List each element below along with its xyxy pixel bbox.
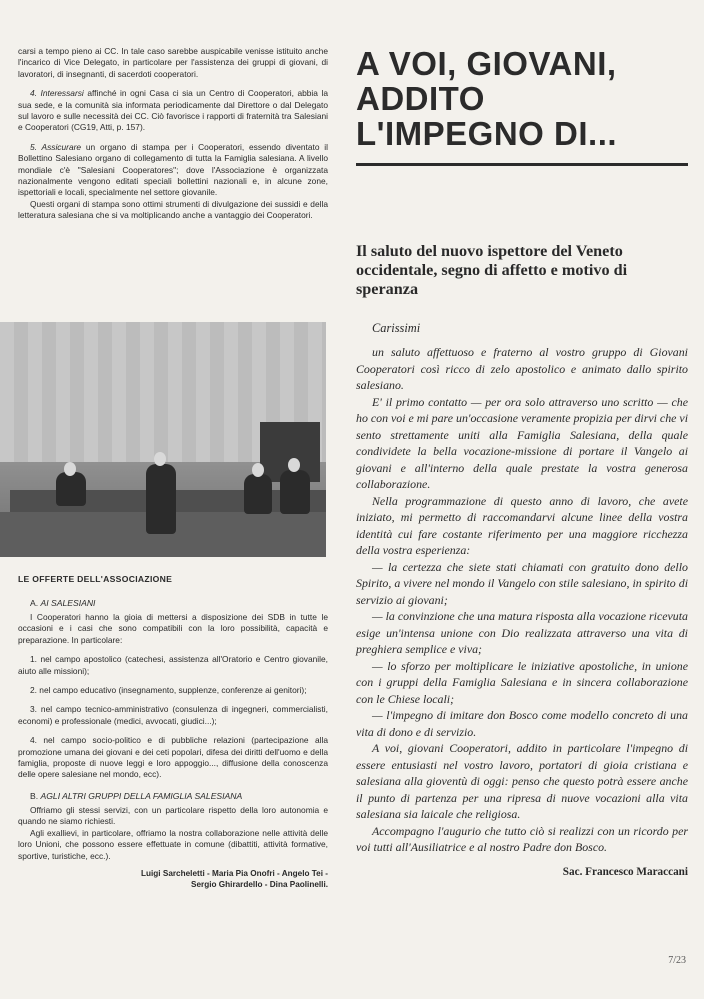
intro-paragraph: carsi a tempo pieno ai CC. In tale caso sarebbe auspicabile venisse istituito anche l'incarico di Vice Delegato, in particolare per l'assistenza dei gruppi di giovani, di lavoratori, di insegnanti, di sacerdoti cooperatori.: [18, 46, 328, 79]
left-column: [18, 46, 328, 222]
list-item-4: 4. nel campo socio-politico e di pubbliche relazioni (partecipazione alla promozione umana dei giovani e dei ceti popolari, difesa dei diritti dell'uomo e della famiglia, proposte di nuove leggi e loro appoggio..., diffusione della conoscenza delle opere salesiane nel mondo, ecc).: [18, 735, 328, 780]
subsection-b-text-2: Agli exallievi, in particolare, offriamo la nostra collaborazione nelle attività delle loro Unioni, che possono essere effettuate in comune (dibattiti, attività formative, sportive, turistiche, ecc.).: [18, 827, 328, 861]
subsection-b-title: [18, 791, 328, 801]
subsection-a-letter: A.: [30, 598, 39, 608]
article-author: Sac. Francesco Maraccani: [562, 865, 688, 878]
photo-person: [244, 474, 272, 514]
subsection-b-text-1: Offriamo gli stessi servizi, con un particolare rispetto della loro autonomia e quando ne siamo richiesti.: [18, 804, 328, 827]
item-4-paragraph: [18, 88, 328, 134]
list-item-2: 2. nel campo educativo (insegnamento, supplenze, conferenze ai genitori);: [30, 685, 307, 696]
letter-paragraph-9: Accompagno l'augurio che tutto ciò si realizzi con un ricordo per voi tutti all'Ausiliatrice e al nostro Padre don Bosco.: [356, 823, 688, 854]
photo-person-head: [64, 462, 76, 476]
subsection-a-text: I Cooperatori hanno la gioia di mettersi a disposizione dei SDB in tutte le occasioni e i casi che sono compatibili con la loro possibilità, capacità e preparazione. In particolare:: [18, 612, 328, 645]
signature-line-2: Sergio Ghirardello - Dina Paolinelli.: [191, 879, 328, 889]
letter-paragraph-6: — lo sforzo per moltiplicare le iniziative apostoliche, in unione con i gruppi della Famiglia Salesiana e in sincera collaborazione con le Chiese locali;: [356, 658, 688, 706]
photo-person: [146, 464, 176, 534]
left-column-lower: [18, 574, 328, 890]
right-column: [356, 46, 688, 878]
page-number: 7/23: [668, 955, 686, 966]
item-5-lead: 5. Assicurare: [30, 141, 82, 152]
subsection-b-heading: AGLI ALTRI GRUPPI DELLA FAMIGLIA SALESIANA: [40, 790, 243, 801]
headline-rule: [356, 163, 688, 166]
photo-person-head: [154, 452, 166, 466]
letter-paragraph-7: — l'impegno di imitare don Bosco come modello concreto di una vita di dono e di servizio.: [356, 708, 688, 739]
signature-line-1: Luigi Sarcheletti - Maria Pia Onofri - Angelo Tei -: [141, 868, 328, 878]
list-item-1: 1. nel campo apostolico (catechesi, assistenza all'Oratorio e Centro giovanile, aiuto alle missioni);: [18, 654, 328, 676]
photo-person: [280, 470, 310, 514]
letter-paragraph-1: un saluto affettuoso e fraterno al vostro gruppo di Giovani Cooperatori così ricco di zelo apostolico e animato dallo spirito salesiano.: [356, 345, 688, 392]
item-5-paragraph: [18, 142, 328, 199]
subsection-a-heading: AI SALESIANI: [40, 598, 96, 608]
headline-line-2: ADDITO: [356, 80, 485, 117]
section-title: LE OFFERTE DELL'ASSOCIAZIONE: [18, 574, 173, 584]
salutation: Carissimi: [372, 321, 421, 335]
photo-person: [56, 472, 86, 506]
list-item-3: 3. nel campo tecnico-amministrativo (consulenza di ingegneri, commercialisti, economi) e professionale (medici, avvocati, giudici...);: [18, 704, 328, 726]
subsection-b-letter: B.: [30, 790, 39, 801]
letter-paragraph-8: A voi, giovani Cooperatori, addito in particolare l'impegno di essere entusiasti nel vostro lavoro, portatori di gioia cristiana e salesiana alla gioventù di oggi: penso che questo potrà essere anche il punto di partenza per una ripresa di nuove vocazioni alla vita salesiana sia laicale che religiosa.: [356, 741, 688, 821]
letter-paragraph-2: E' il primo contatto — per ora solo attraverso uno scritto — che ho con voi e mi pare un'occasione veramente propizia per dirvi che vi sento strettamente uniti alla Famiglia Salesiana, della quale condividete la bella vocazione-missione di portare il Vangelo ai giovani e all'interno della quale prestate la vostra generosa collaborazione.: [356, 394, 688, 491]
headline-line-1: A VOI, GIOVANI,: [356, 45, 617, 82]
photo-person-head: [288, 458, 300, 472]
item-4-lead: 4. Interessarsi: [30, 88, 84, 99]
meeting-photo: [0, 322, 326, 557]
letter-paragraph-3: Nella programmazione di questo anno di lavoro, che avete iniziato, mi permetto di raccomandarvi alcune linee della vostra identità cui fare costante riferimento per una maggiore ricchezza della vostra esperienza:: [356, 493, 688, 557]
letter-paragraph-5: — la convinzione che una matura risposta alla vocazione ricevuta esige un'intensa unione con Dio realizzata attraverso una vita di preghiera semplice e viva;: [356, 609, 688, 656]
letter-paragraph-4: — la certezza che siete stati chiamati con gratuito dono dello Spirito, a vivere nel mondo il Vangelo con stile salesiano, in spirito di servizio ai giovani;: [356, 559, 688, 607]
item-5-text: un organo di stampa per i Cooperatori, essendo diventato il Bollettino Salesiano organo di collegamento di tutta la Famiglia salesiana. A livello mondiale c'è "Salesiani Cooperatores"; dove l'Associazione è organizzata nazionalmente vengono editati speciali bollettini nazionali e, in alcune zone, ispettoriali e locali, specialmente nel settore giovanile.: [18, 141, 329, 198]
photo-person-head: [252, 463, 264, 477]
item-5-text-2: Questi organi di stampa sono ottimi strumenti di divulgazione dei sussidi e della letteratura salesiana che si va moltiplicando anche a vantaggio dei Cooperatori.: [18, 198, 328, 221]
subsection-a-title: [18, 598, 328, 608]
article-subhead: Il saluto del nuovo ispettore del Veneto occidentale, segno di affetto e motivo di speranza: [356, 242, 628, 298]
item-4-text: affinché in ogni Casa ci sia un Centro di Cooperatori, abbia la sua sede, e la comunità sia informata periodicamente dal Direttore o dal Delegato sul lavoro e sulle necessità dei CC. Ciò favorisce i rapporti di fraternità tra Salesiani e Cooperatori (CG19, Atti, p. 157).: [18, 88, 328, 133]
headline-line-3: L'IMPEGNO DI...: [356, 115, 618, 152]
